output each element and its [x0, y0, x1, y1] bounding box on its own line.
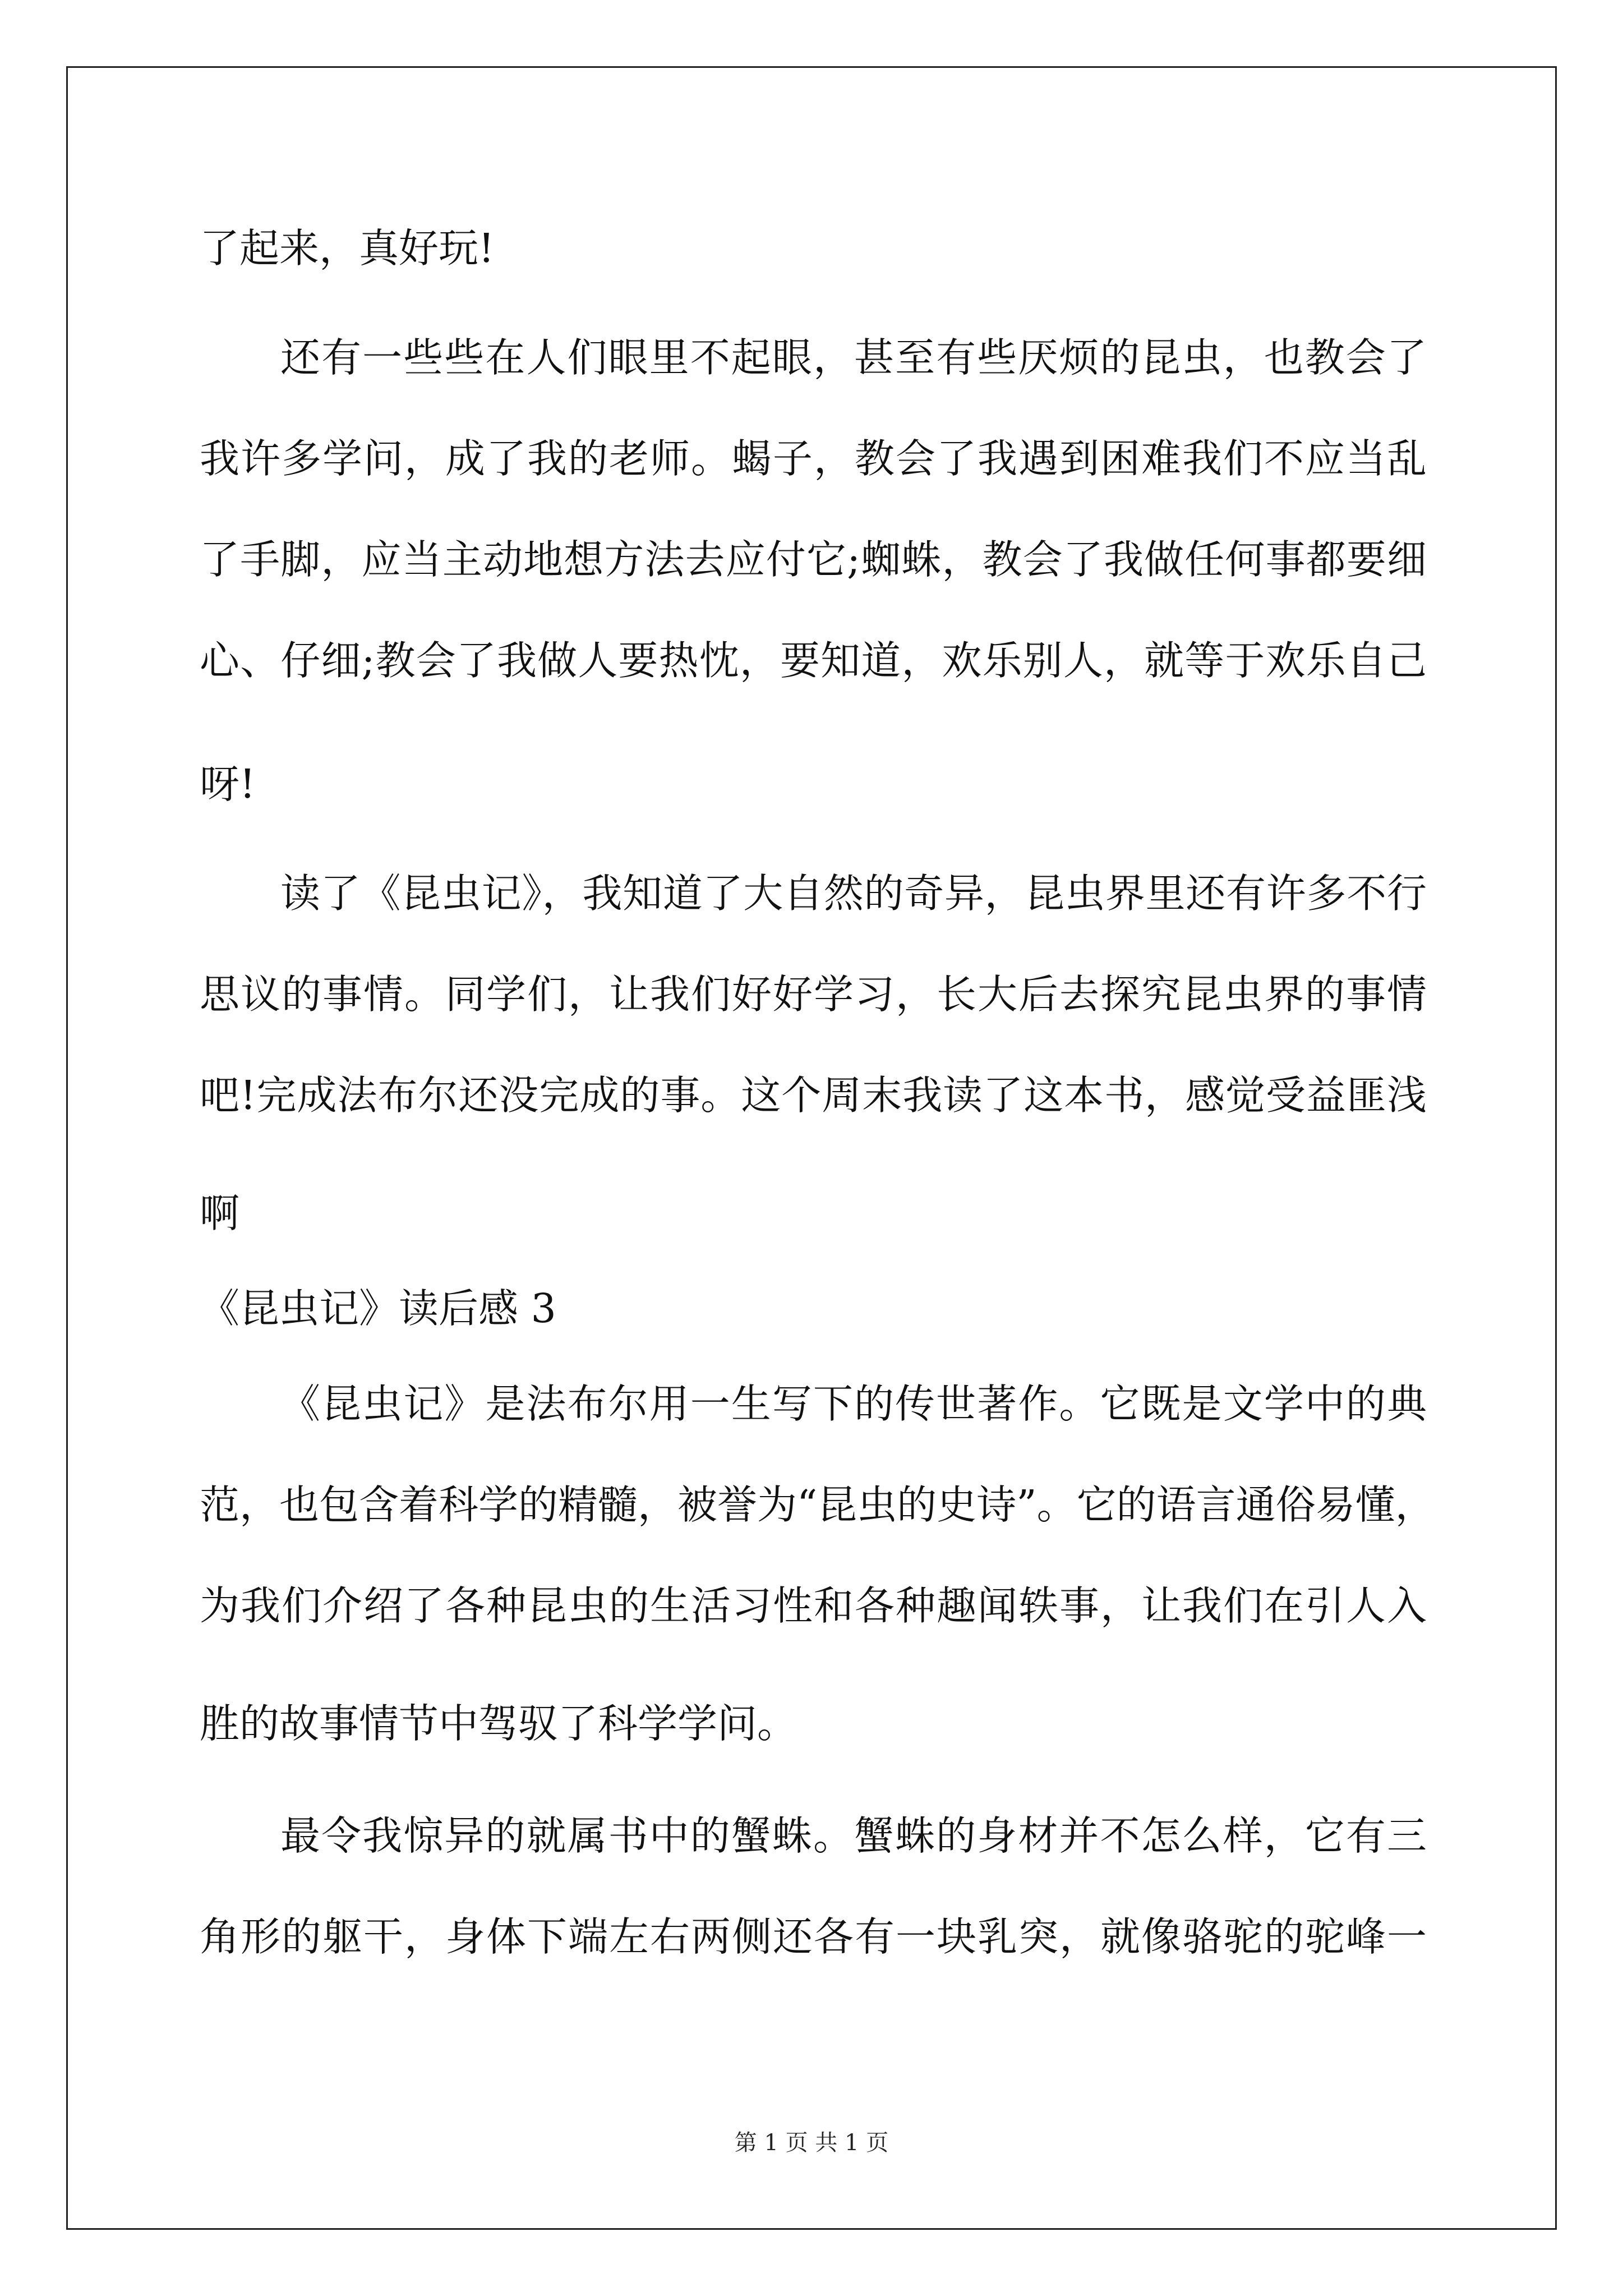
paragraph-2-line-1: 还有一些些在人们眼里不起眼，甚至有些厌烦的昆虫，也教会了 [280, 334, 1427, 381]
paragraph-4-line-1: 《昆虫记》是法布尔用一生写下的传世著作。它既是文学中的典 [280, 1381, 1427, 1427]
page-border [66, 66, 1557, 2230]
paragraph-3-line-1: 读了《昆虫记》，我知道了大自然的奇异，昆虫界里还有许多不行 [280, 870, 1427, 917]
paragraph-2-line-2: 我许多学问，成了我的老师。蝎子，教会了我遇到困难我们不应当乱 [200, 435, 1427, 482]
paragraph-3-line-4: 啊 [200, 1190, 240, 1236]
paragraph-4-line-2: 范，也包含着科学的精髓，被誉为“昆虫的史诗”。它的语言通俗易懂， [200, 1481, 1435, 1528]
paragraph-4-line-4: 胜的故事情节中驾驭了科学学问。 [200, 1700, 797, 1747]
page-footer: 第 1 页 共 1 页 [734, 2130, 889, 2156]
section-heading: 《昆虫记》读后感 3 [200, 1285, 556, 1332]
paragraph-3-line-3: 吧!完成法布尔还没完成的事。这个周末我读了这本书，感觉受益匪浅 [200, 1072, 1427, 1119]
paragraph-5-line-2: 角形的躯干，身体下端左右两侧还各有一块乳突，就像骆驼的驼峰一 [200, 1913, 1427, 1960]
paragraph-3-line-2: 思议的事情。同学们，让我们好好学习，长大后去探究昆虫界的事情 [200, 971, 1427, 1018]
paragraph-5-line-1: 最令我惊异的就属书中的蟹蛛。蟹蛛的身材并不怎么样，它有三 [280, 1812, 1427, 1859]
paragraph-2-line-4: 心、仔细;教会了我做人要热忱，要知道，欢乐别人，就等于欢乐自己 [200, 637, 1427, 684]
paragraph-1-line-1: 了起来，真好玩! [200, 225, 495, 272]
paragraph-2-line-3: 了手脚，应当主动地想方法去应付它;蜘蛛，教会了我做任何事都要细 [200, 536, 1427, 583]
paragraph-2-line-5: 呀! [200, 761, 256, 807]
paragraph-4-line-3: 为我们介绍了各种昆虫的生活习性和各种趣闻轶事，让我们在引人入 [200, 1582, 1427, 1629]
